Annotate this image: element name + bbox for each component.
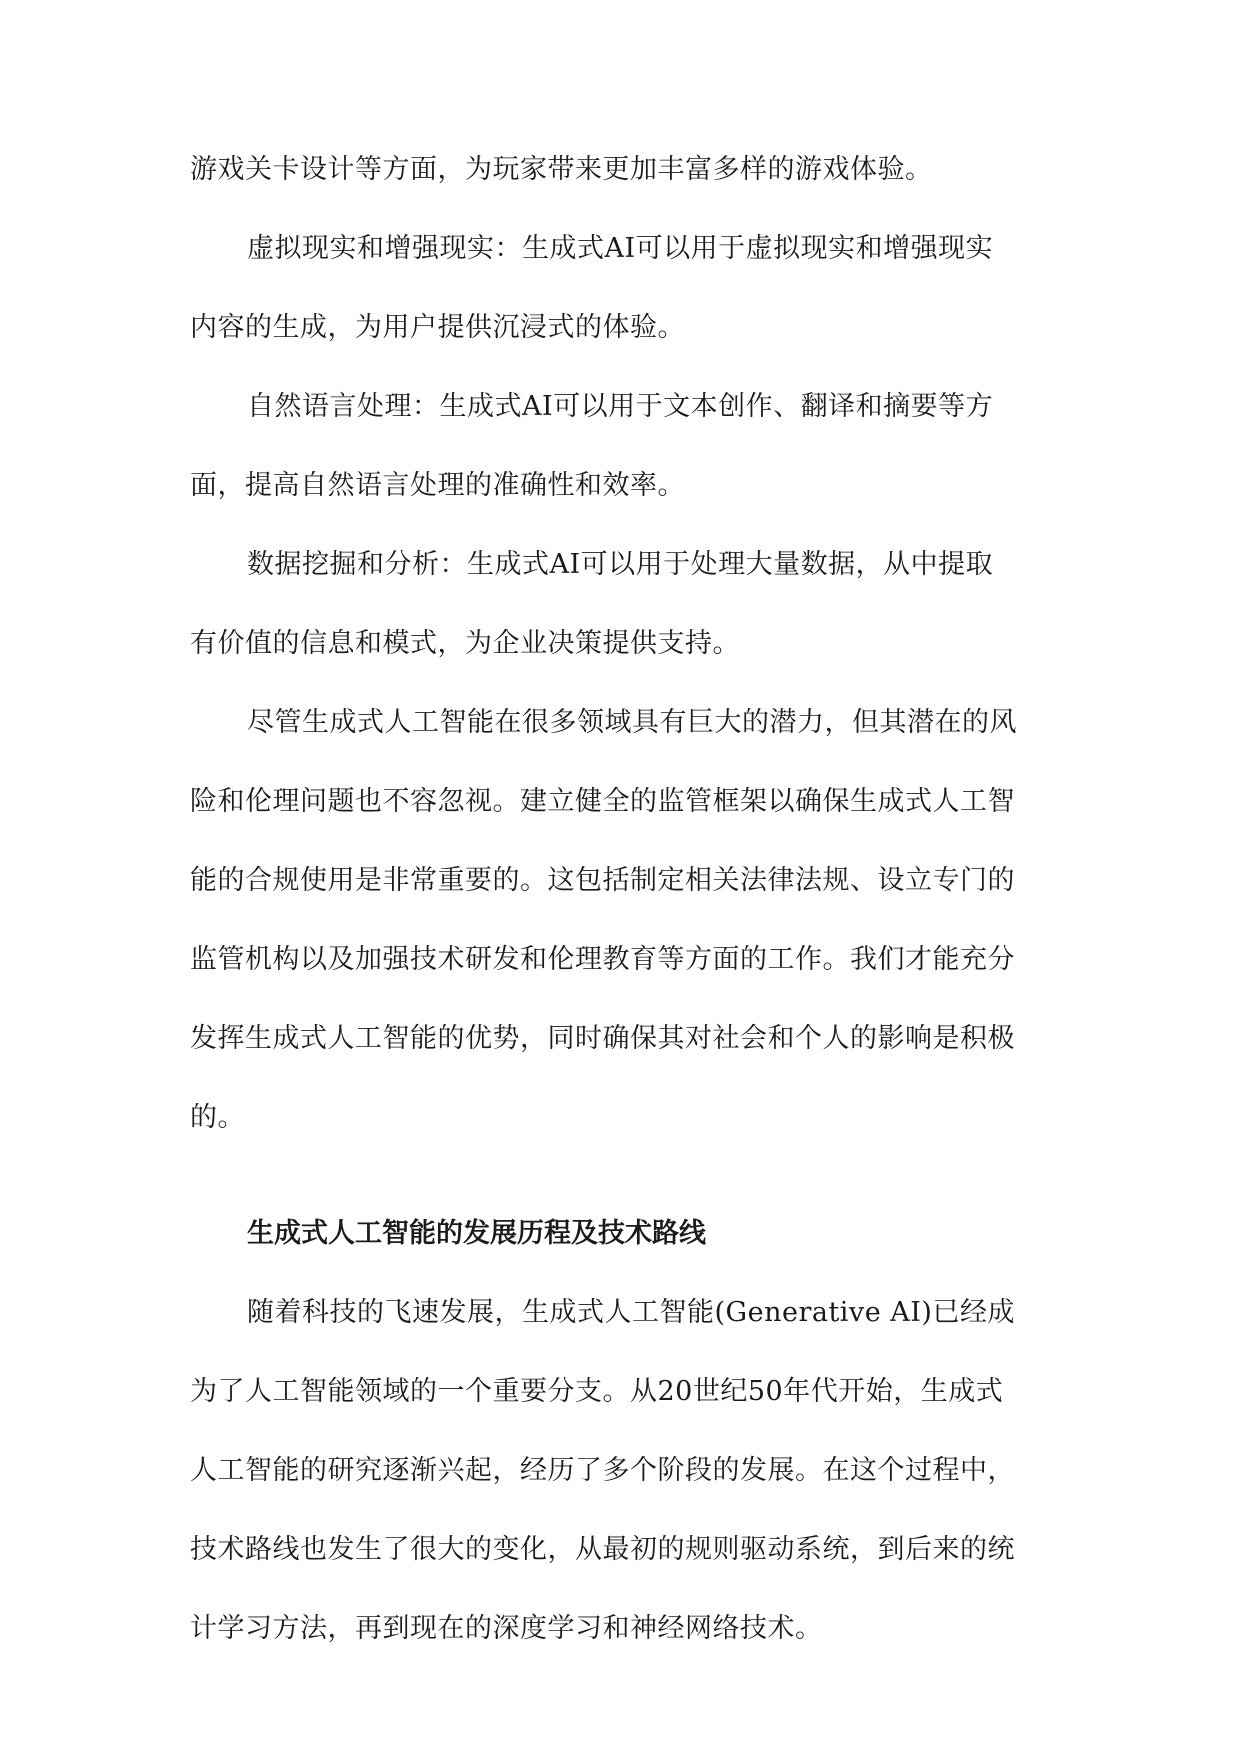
body-text-line: 技术路线也发生了很大的变化，从最初的规则驱动系统，到后来的统	[190, 1534, 1015, 1565]
body-text-line: 数据挖掘和分析：生成式AI可以用于处理大量数据，从中提取	[247, 549, 994, 580]
body-text-line: 自然语言处理：生成式AI可以用于文本创作、翻译和摘要等方	[247, 391, 994, 422]
body-text-line: 险和伦理问题也不容忽视。建立健全的监管框架以确保生成式人工智	[190, 786, 1015, 817]
body-text-line: 有价值的信息和模式，为企业决策提供支持。	[190, 628, 740, 659]
body-text-line: 能的合规使用是非常重要的。这包括制定相关法律法规、设立专门的	[190, 865, 1015, 896]
body-text-line: 的。	[190, 1102, 245, 1133]
body-text-line: 人工智能的研究逐渐兴起，经历了多个阶段的发展。在这个过程中，	[190, 1455, 1015, 1486]
document-page	[190, 150, 1055, 1688]
section-spacer	[190, 1177, 1055, 1214]
body-text-line: 虚拟现实和增强现实：生成式AI可以用于虚拟现实和增强现实	[247, 233, 994, 264]
body-text-line: 内容的生成，为用户提供沉浸式的体验。	[190, 312, 685, 343]
body-text-line: 监管机构以及加强技术研发和伦理教育等方面的工作。我们才能充分	[190, 944, 1015, 975]
section-heading: 生成式人工智能的发展历程及技术路线	[247, 1218, 706, 1249]
body-text-line: 为了人工智能领域的一个重要分支。从20世纪50年代开始，生成式	[190, 1376, 1004, 1407]
body-text-line: 游戏关卡设计等方面，为玩家带来更加丰富多样的游戏体验。	[190, 154, 933, 185]
body-text-line: 计学习方法，再到现在的深度学习和神经网络技术。	[190, 1613, 823, 1644]
body-text-line: 随着科技的飞速发展，生成式人工智能(Generative AI)已经成	[247, 1297, 1015, 1328]
body-text-line: 发挥生成式人工智能的优势，同时确保其对社会和个人的影响是积极	[190, 1023, 1015, 1054]
body-text-line: 尽管生成式人工智能在很多领域具有巨大的潜力，但其潜在的风	[247, 707, 1017, 738]
body-text-line: 面，提高自然语言处理的准确性和效率。	[190, 470, 685, 501]
